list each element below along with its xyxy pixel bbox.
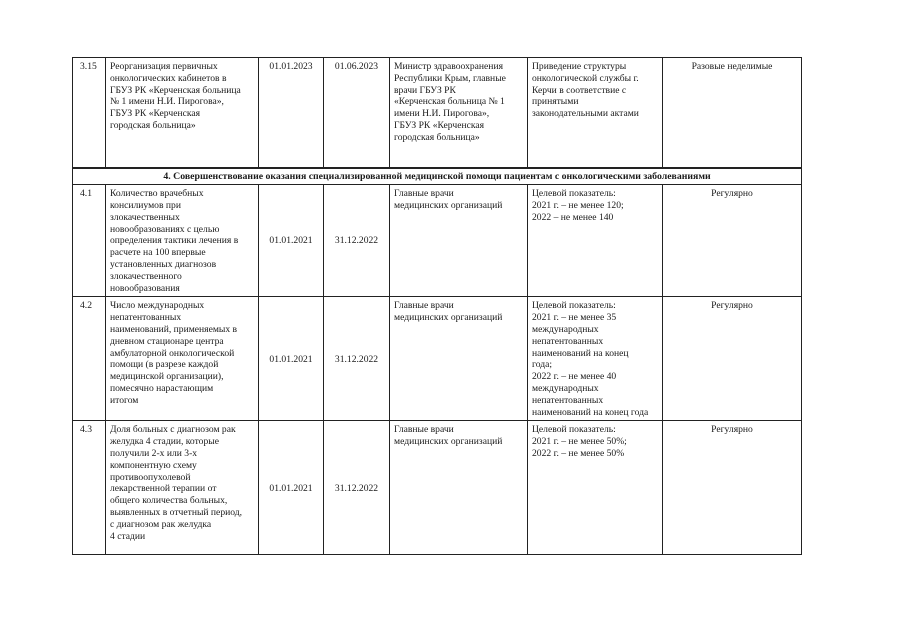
periodicity: Разовые неделимые: [663, 58, 802, 168]
table-row: [73, 421, 802, 555]
measures-table: [72, 57, 802, 555]
measure-title: Количество врачебных консилиумов при злокачественных новообразованиях с целью определения тактики лечения в расчете на 100 впервые установленных диагнозов злокачественного новообразования: [106, 185, 259, 297]
section-title: 4. Совершенствование оказания специализированной медицинской помощи пациентам с онкологическими заболеваниями: [73, 168, 802, 185]
expected-result: Целевой показатель: 2021 г. – не менее 120; 2022 – не менее 140: [528, 185, 663, 297]
section-header-row: [73, 168, 802, 185]
measure-title: Реорганизация первичных онкологических кабинетов в ГБУЗ РК «Керченская больница № 1 имени Н.И. Пирогова», ГБУЗ РК «Керченская городская больница»: [106, 58, 259, 168]
periodicity: Регулярно: [663, 297, 802, 421]
start-date: 01.01.2023: [259, 58, 324, 168]
responsible: Министр здравоохранения Республики Крым, главные врачи ГБУЗ РК «Керченская больница № 1 имени Н.И. Пирогова», ГБУЗ РК «Керченская городская больница»: [390, 58, 528, 168]
end-date: 01.06.2023: [324, 58, 390, 168]
responsible: Главные врачи медицинских организаций: [390, 421, 528, 555]
measure-title: Доля больных с диагнозом рак желудка 4 стадии, которые получили 2-х или 3-х компонентную схему противоопухолевой лекарственной терапии от общего количества больных, выявленных в отчетный период, с диагнозом рак желудка 4 стадии: [106, 421, 259, 555]
expected-result: Целевой показатель: 2021 г. – не менее 35 международных непатентованных наименований на конец года; 2022 г. – не менее 40 международных непатентованных наименований на конец года: [528, 297, 663, 421]
measure-title: Число международных непатентованных наименований, применяемых в дневном стационаре центра амбулаторной онкологической помощи (в разрезе каждой медицинской организации), помесячно нарастающим итогом: [106, 297, 259, 421]
row-number: 4.1: [73, 185, 106, 297]
end-date: 31.12.2022: [324, 421, 390, 555]
expected-result: Приведение структуры онкологической службы г. Керчи в соответствие с принятыми законодательными актами: [528, 58, 663, 168]
end-date: 31.12.2022: [324, 185, 390, 297]
periodicity: Регулярно: [663, 185, 802, 297]
start-date: 01.01.2021: [259, 297, 324, 421]
periodicity: Регулярно: [663, 421, 802, 555]
row-number: 3.15: [73, 58, 106, 168]
end-date: 31.12.2022: [324, 297, 390, 421]
start-date: 01.01.2021: [259, 185, 324, 297]
table-row: [73, 185, 802, 297]
row-number: 4.3: [73, 421, 106, 555]
start-date: 01.01.2021: [259, 421, 324, 555]
expected-result: Целевой показатель: 2021 г. – не менее 50%; 2022 г. – не менее 50%: [528, 421, 663, 555]
responsible: Главные врачи медицинских организаций: [390, 185, 528, 297]
table-row: [73, 297, 802, 421]
row-number: 4.2: [73, 297, 106, 421]
responsible: Главные врачи медицинских организаций: [390, 297, 528, 421]
table-row: [73, 58, 802, 168]
